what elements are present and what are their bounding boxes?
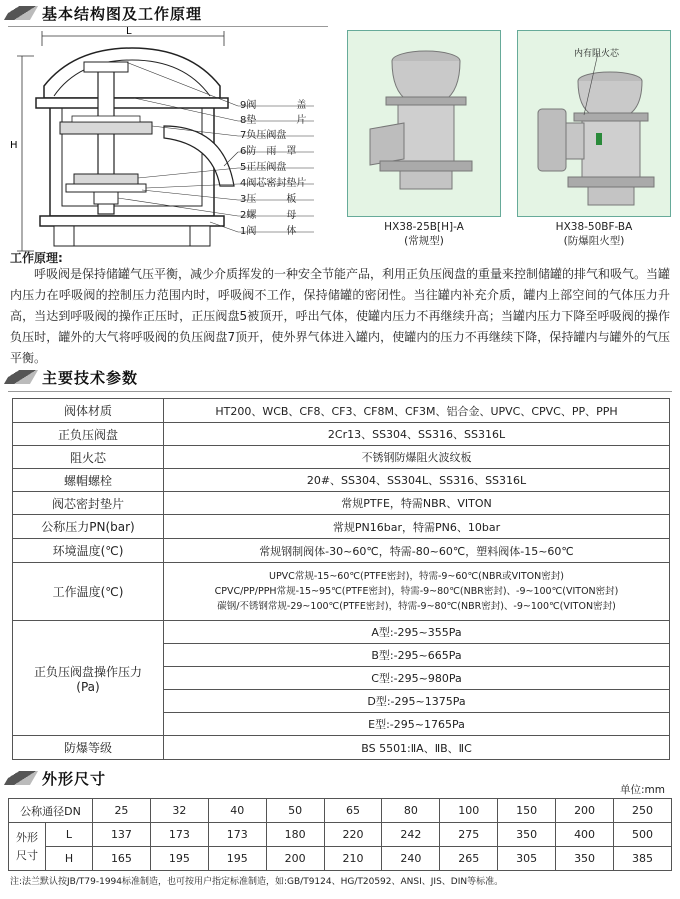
l-cell: 180: [266, 823, 324, 847]
spec-key: 工作温度(℃): [13, 563, 164, 621]
dn-cell: 32: [150, 799, 208, 823]
spec-value: HT200、WCB、CF8、CF3、CF8M、CF3M、铝合金、UPVC、CPVC、PP、PPH: [164, 399, 670, 423]
group-label-line: 尺寸: [16, 848, 38, 862]
spec-key: 公称压力PN(bar): [13, 515, 164, 539]
h-cell: 210: [324, 847, 382, 871]
spec-key: 阻火芯: [13, 446, 164, 469]
section-dims-header: [8, 767, 106, 789]
spec-row-work-temp: [13, 563, 670, 621]
spec-key: 阀体材质: [13, 399, 164, 423]
part-label: 4阀芯密封垫片: [240, 178, 307, 189]
pressure-key-line2: (Pa): [76, 679, 100, 694]
spec-value: 2Cr13、SS304、SS316、SS316L: [164, 423, 670, 446]
part-label: 2螺 母: [240, 210, 297, 221]
photo-caption: [517, 220, 671, 248]
section-title: 基本结构图及工作原理: [42, 4, 203, 23]
section-title: 主要技术参数: [42, 368, 139, 387]
l-cell: 500: [614, 823, 672, 847]
h-cell: 385: [614, 847, 672, 871]
l-label: L: [46, 823, 93, 847]
photo-caption: [347, 220, 501, 248]
l-cell: 242: [382, 823, 440, 847]
spec-row: [13, 539, 670, 563]
spec-row: [13, 515, 670, 539]
h-cell: 305: [498, 847, 556, 871]
section-structure-header: [8, 2, 202, 24]
spec-key: 环境温度(℃): [13, 539, 164, 563]
dn-header: 公称通径DN: [9, 799, 93, 823]
l-cell: 275: [440, 823, 498, 847]
dn-cell: 50: [266, 799, 324, 823]
dn-cell: 100: [440, 799, 498, 823]
part-label: 1阀 体: [240, 226, 297, 237]
part-label: 7负压阀盘: [240, 130, 287, 141]
spec-table: [12, 398, 670, 760]
pressure-value: C型:-295~980Pa: [164, 667, 670, 690]
photo-model: HX38-25B[H]-A: [384, 221, 464, 233]
spec-value: 常规钢制阀体-30~60℃，特需-80~60℃，塑料阀体-15~60℃: [164, 539, 670, 563]
photo-type: (防爆阻火型): [563, 235, 625, 247]
spec-row: [13, 446, 670, 469]
h-label: H: [46, 847, 93, 871]
spec-value: [164, 563, 670, 621]
spec-key: 防爆等级: [13, 736, 164, 760]
part-label: 6防 雨 罩: [240, 146, 297, 157]
spec-value: 不锈钢防爆阻火波纹板: [164, 446, 670, 469]
dimension-table: [8, 798, 672, 871]
dn-cell: 250: [614, 799, 672, 823]
dn-cell: 40: [208, 799, 266, 823]
part-label: 3压 板: [240, 194, 297, 205]
h-cell: 165: [93, 847, 151, 871]
h-cell: 265: [440, 847, 498, 871]
pressure-value: A型:-295~355Pa: [164, 621, 670, 644]
spec-value: 常规PN16bar，特需PN6、10bar: [164, 515, 670, 539]
photo-type: (常规型): [404, 235, 444, 247]
section-marker-icon: [4, 6, 38, 20]
product-photo-standard: [347, 30, 501, 217]
l-cell: 220: [324, 823, 382, 847]
valve-image: [348, 31, 500, 216]
h-cell: 350: [556, 847, 614, 871]
h-row: [9, 847, 672, 871]
dn-cell: 25: [93, 799, 151, 823]
spec-row-pressure: [13, 621, 670, 644]
spec-key: [13, 621, 164, 736]
section-tech-header: [8, 366, 138, 388]
section-marker-icon: [4, 771, 38, 785]
spec-row: [13, 492, 670, 515]
part-label: 5正压阀盘: [240, 162, 287, 173]
pressure-value: D型:-295~1375Pa: [164, 690, 670, 713]
l-cell: 173: [208, 823, 266, 847]
dn-row: [9, 799, 672, 823]
section-rule: [8, 391, 672, 392]
l-row: [9, 823, 672, 847]
group-label-line: 外形: [16, 830, 38, 844]
spec-value: 常规PTFE，特需NBR、VITON: [164, 492, 670, 515]
spec-row: [13, 423, 670, 446]
dn-cell: 80: [382, 799, 440, 823]
section-title: 外形尺寸: [42, 769, 107, 788]
spec-value: 20#、SS304、SS304L、SS316、SS316L: [164, 469, 670, 492]
spec-key: 正负压阀盘: [13, 423, 164, 446]
dn-cell: 65: [324, 799, 382, 823]
spec-value: BS 5501:ⅡA、ⅡB、ⅡC: [164, 736, 670, 760]
spec-key: 螺帽螺栓: [13, 469, 164, 492]
working-principle-label: 工作原理:: [10, 251, 63, 265]
dim-h-label: H: [10, 140, 18, 151]
work-temp-line: UPVC常规-15~60℃(PTFE密封)，特需-9~60℃(NBR或VITON密封): [269, 571, 564, 582]
pressure-value: B型:-295~665Pa: [164, 644, 670, 667]
work-temp-line: 碳钢/不锈钢常规-29~100℃(PTFE密封)，特需-9~80℃(NBR密封)、-9~100℃(VITON密封): [217, 601, 616, 612]
h-cell: 195: [208, 847, 266, 871]
section-marker-icon: [4, 370, 38, 384]
h-cell: 240: [382, 847, 440, 871]
l-cell: 173: [150, 823, 208, 847]
l-cell: 137: [93, 823, 151, 847]
work-temp-line: CPVC/PP/PPH常规-15~95℃(PTFE密封)，特需-9~80℃(NBR密封)、-9~100℃(VITON密封): [214, 586, 619, 597]
dim-l-label: L: [126, 26, 132, 37]
spec-row: [13, 399, 670, 423]
photo-model: HX38-50BF-BA: [555, 221, 633, 233]
working-principle-text: 呼吸阀是保持储罐气压平衡，减少介质挥发的一种安全节能产品，利用正负压阀盘的重量来控制储罐的排气和吸气。当罐内压力在呼吸阀的控制压力范围内时，呼吸阀不工作，保持储罐的密闭性。当往罐内补充介质，罐内上部空间的气体压力升高，当达到呼吸阀的操作正压时，正压阀盘5被顶开，呼出气体，使罐内压力不再继续升高；当罐内压力下降至呼吸阀的操作负压时，罐外的大气将呼吸阀的负压阀盘7顶开，使外界气体进入罐内，使罐内的压力不再继续下降，保持罐内与罐外的气压平衡。: [10, 267, 671, 365]
part-label: 8垫 片: [240, 115, 307, 126]
group-label: [9, 823, 46, 871]
pressure-value: E型:-295~1765Pa: [164, 713, 670, 736]
dn-cell: 150: [498, 799, 556, 823]
spec-key: 阀芯密封垫片: [13, 492, 164, 515]
spec-row: [13, 736, 670, 760]
part-label: 9阀 盖: [240, 100, 307, 111]
footnote: 注:法兰默认按JB/T79-1994标准制造，也可按用户指定标准制造，如:GB/T9124、HG/T20592、ANSI、JIS、DIN等标准。: [10, 877, 504, 887]
h-cell: 195: [150, 847, 208, 871]
unit-label: 单位:mm: [620, 784, 665, 796]
pressure-key-line1: 正负压阀盘操作压力: [33, 664, 142, 679]
h-cell: 200: [266, 847, 324, 871]
flame-core-label: 内有阻火芯: [574, 49, 620, 59]
l-cell: 350: [498, 823, 556, 847]
spec-row: [13, 469, 670, 492]
l-cell: 400: [556, 823, 614, 847]
dn-cell: 200: [556, 799, 614, 823]
